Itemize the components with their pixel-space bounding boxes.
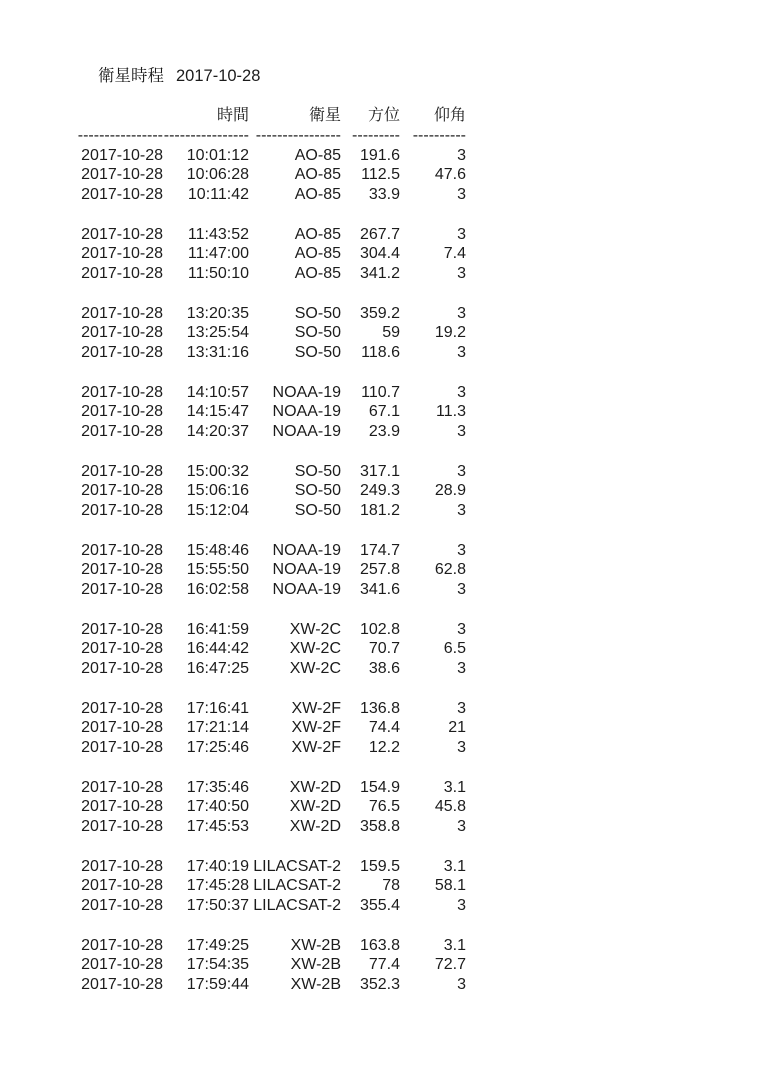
cell-satellite: XW-2B [290, 976, 341, 993]
cell-azimuth: 181.2 [359, 502, 400, 519]
col-header-date [63, 106, 163, 126]
pass-row [63, 639, 466, 659]
cell-elevation: 3 [457, 225, 466, 243]
cell-satellite: AO-85 [294, 146, 341, 164]
cell-date: 2017-10-28 [81, 423, 163, 440]
cell-satellite: AO-85 [294, 225, 341, 243]
group-spacer [63, 521, 466, 541]
cell-elevation: 62.8 [434, 561, 466, 579]
cell-satellite: NOAA-19 [272, 581, 341, 598]
cell-time: 13:31:16 [186, 344, 249, 361]
cell-time: 15:48:46 [186, 541, 249, 559]
cell-satellite: XW-2C [289, 660, 341, 677]
group-spacer [63, 442, 466, 462]
cell-elevation: 19.2 [434, 324, 466, 342]
cell-time: 13:25:54 [186, 324, 249, 342]
schedule-table [63, 106, 466, 995]
pass-row [63, 797, 466, 817]
cell-satellite: LILACSAT-2 [253, 897, 341, 914]
cell-elevation: 45.8 [434, 798, 466, 816]
cell-date: 2017-10-28 [81, 699, 163, 717]
cell-elevation: 3 [457, 541, 466, 559]
pass-row [63, 323, 466, 343]
cell-satellite: AO-85 [294, 166, 341, 184]
cell-date: 2017-10-28 [81, 225, 163, 243]
cell-azimuth: 59 [382, 324, 400, 342]
cell-elevation: 3.1 [443, 936, 466, 954]
cell-elevation: 3.1 [443, 857, 466, 875]
cell-satellite: XW-2C [289, 620, 341, 638]
pass-row [63, 620, 466, 640]
cell-date: 2017-10-28 [81, 502, 163, 519]
cell-date: 2017-10-28 [81, 304, 163, 322]
pass-row [63, 225, 466, 245]
cell-date: 2017-10-28 [81, 976, 163, 993]
cell-elevation: 3 [457, 581, 466, 598]
cell-azimuth: 358.8 [359, 818, 400, 835]
cell-satellite: SO-50 [294, 304, 341, 322]
cell-date: 2017-10-28 [81, 798, 163, 816]
pass-row [63, 481, 466, 501]
cell-azimuth: 118.6 [361, 344, 400, 361]
cell-date: 2017-10-28 [81, 640, 163, 658]
cell-azimuth: 136.8 [359, 699, 400, 717]
cell-satellite: NOAA-19 [272, 383, 341, 401]
cell-date: 2017-10-28 [81, 462, 163, 480]
cell-elevation: 3 [457, 265, 466, 282]
cell-azimuth: 67.1 [368, 403, 400, 421]
pass-row [63, 955, 466, 975]
cell-satellite: XW-2C [289, 640, 341, 658]
cell-elevation: 72.7 [434, 956, 466, 974]
cell-date: 2017-10-28 [81, 739, 163, 756]
pass-row [63, 560, 466, 580]
cell-azimuth: 74.4 [368, 719, 400, 737]
cell-time: 16:41:59 [186, 620, 249, 638]
cell-azimuth: 341.2 [359, 265, 400, 282]
pass-row [63, 185, 466, 205]
cell-azimuth: 159.5 [359, 857, 400, 875]
pass-row [63, 936, 466, 956]
cell-azimuth: 174.7 [359, 541, 400, 559]
cell-date: 2017-10-28 [81, 660, 163, 677]
cell-time: 17:54:35 [186, 956, 249, 974]
pass-row [63, 304, 466, 324]
pass-row [63, 146, 466, 166]
cell-time: 10:11:42 [187, 186, 249, 203]
cell-azimuth: 249.3 [359, 482, 400, 500]
cell-time: 17:45:28 [186, 877, 249, 895]
page-title-text: 衛星時程 [98, 67, 164, 85]
cell-azimuth: 110.7 [361, 383, 400, 401]
pass-row [63, 817, 466, 837]
cell-satellite: SO-50 [294, 324, 341, 342]
pass-row [63, 778, 466, 798]
pass-row [63, 343, 466, 363]
cell-date: 2017-10-28 [81, 146, 163, 164]
cell-satellite: XW-2F [291, 719, 341, 737]
cell-time: 14:10:57 [186, 383, 249, 401]
pass-row [63, 659, 466, 679]
cell-azimuth: 102.8 [359, 620, 400, 638]
col-header-satellite: 衛星 [308, 107, 341, 124]
cell-date: 2017-10-28 [81, 897, 163, 914]
cell-time: 17:40:19 [186, 857, 249, 875]
cell-satellite: XW-2D [289, 818, 341, 835]
pass-row [63, 501, 466, 521]
separator-time: ---------------- [163, 126, 249, 144]
cell-date: 2017-10-28 [81, 956, 163, 974]
cell-time: 17:45:53 [186, 818, 249, 835]
pass-row [63, 857, 466, 877]
cell-azimuth: 355.4 [359, 897, 400, 914]
cell-elevation: 47.6 [434, 166, 466, 184]
cell-date: 2017-10-28 [81, 344, 163, 361]
cell-satellite: NOAA-19 [272, 403, 341, 421]
cell-satellite: AO-85 [294, 186, 341, 203]
cell-azimuth: 33.9 [368, 186, 400, 203]
pass-row [63, 165, 466, 185]
table-header-row [63, 106, 466, 126]
cell-azimuth: 359.2 [359, 304, 400, 322]
cell-elevation: 3 [457, 620, 466, 638]
pass-row [63, 738, 466, 758]
group-spacer [63, 837, 466, 857]
pass-row [63, 896, 466, 916]
cell-time: 15:12:04 [186, 502, 249, 519]
cell-satellite: LILACSAT-2 [253, 857, 341, 875]
cell-satellite: SO-50 [294, 482, 341, 500]
cell-elevation: 3 [457, 699, 466, 717]
cell-azimuth: 77.4 [368, 956, 400, 974]
cell-date: 2017-10-28 [81, 324, 163, 342]
cell-satellite: XW-2D [289, 778, 341, 796]
cell-azimuth: 76.5 [368, 798, 400, 816]
cell-elevation: 3 [457, 502, 466, 519]
cell-elevation: 3 [457, 976, 466, 993]
cell-time: 16:44:42 [186, 640, 249, 658]
cell-elevation: 3 [457, 304, 466, 322]
cell-date: 2017-10-28 [81, 482, 163, 500]
cell-date: 2017-10-28 [81, 620, 163, 638]
pass-row [63, 876, 466, 896]
cell-elevation: 28.9 [434, 482, 466, 500]
cell-satellite: XW-2B [290, 956, 341, 974]
cell-date: 2017-10-28 [81, 245, 163, 263]
cell-elevation: 3.1 [443, 778, 466, 796]
cell-time: 17:21:14 [186, 719, 249, 737]
cell-elevation: 3 [457, 383, 466, 401]
separator-azimuth: --------- [352, 126, 400, 144]
cell-time: 17:50:37 [186, 897, 249, 914]
pass-row [63, 718, 466, 738]
cell-azimuth: 78 [382, 877, 400, 895]
cell-satellite: SO-50 [294, 462, 341, 480]
cell-satellite: SO-50 [294, 502, 341, 519]
cell-time: 14:15:47 [186, 403, 249, 421]
cell-elevation: 11.3 [436, 403, 466, 421]
cell-azimuth: 163.8 [359, 936, 400, 954]
cell-elevation: 3 [457, 660, 466, 677]
cell-time: 15:00:32 [186, 462, 249, 480]
cell-time: 11:50:10 [187, 265, 249, 282]
cell-date: 2017-10-28 [81, 778, 163, 796]
cell-azimuth: 304.4 [359, 245, 400, 263]
pass-row [63, 383, 466, 403]
cell-azimuth: 23.9 [368, 423, 400, 440]
cell-date: 2017-10-28 [81, 581, 163, 598]
pass-row [63, 264, 466, 284]
group-spacer [63, 284, 466, 304]
cell-azimuth: 257.8 [359, 561, 400, 579]
cell-satellite: AO-85 [294, 245, 341, 263]
cell-date: 2017-10-28 [81, 403, 163, 421]
cell-time: 15:55:50 [186, 561, 249, 579]
cell-azimuth: 352.3 [359, 976, 400, 993]
cell-satellite: SO-50 [294, 344, 341, 361]
group-spacer [63, 363, 466, 383]
separator-satellite: ---------------- [255, 126, 341, 144]
separator-date: ---------------- [77, 126, 163, 144]
col-header-time: 時間 [216, 107, 249, 124]
page-title-date: 2017-10-28 [176, 67, 261, 85]
cell-satellite: XW-2D [289, 798, 341, 816]
table-body [63, 146, 466, 995]
cell-date: 2017-10-28 [81, 541, 163, 559]
cell-satellite: LILACSAT-2 [253, 877, 341, 895]
separator-elevation: ---------- [412, 126, 466, 144]
cell-date: 2017-10-28 [81, 719, 163, 737]
cell-satellite: XW-2F [291, 739, 341, 756]
cell-elevation: 3 [457, 423, 466, 440]
cell-satellite: NOAA-19 [272, 423, 341, 440]
cell-azimuth: 341.6 [359, 581, 400, 598]
cell-azimuth: 317.1 [359, 462, 400, 480]
cell-time: 17:49:25 [186, 936, 249, 954]
col-header-elevation: 仰角 [433, 107, 466, 124]
cell-date: 2017-10-28 [81, 818, 163, 835]
cell-time: 15:06:16 [186, 482, 249, 500]
cell-date: 2017-10-28 [81, 877, 163, 895]
col-header-azimuth: 方位 [367, 107, 400, 124]
cell-date: 2017-10-28 [81, 561, 163, 579]
cell-elevation: 3 [457, 739, 466, 756]
cell-elevation: 6.5 [443, 640, 466, 658]
cell-time: 17:16:41 [186, 699, 249, 717]
pass-row [63, 975, 466, 995]
pass-row [63, 402, 466, 422]
pass-row [63, 541, 466, 561]
group-spacer [63, 205, 466, 225]
cell-azimuth: 191.6 [359, 146, 400, 164]
cell-azimuth: 38.6 [368, 660, 400, 677]
cell-satellite: XW-2F [291, 699, 341, 717]
cell-azimuth: 112.5 [361, 166, 400, 184]
cell-azimuth: 12.2 [368, 739, 400, 756]
cell-time: 17:35:46 [186, 778, 249, 796]
cell-time: 16:02:58 [186, 581, 249, 598]
cell-time: 13:20:35 [186, 304, 249, 322]
cell-time: 17:25:46 [186, 739, 249, 756]
cell-time: 17:59:44 [186, 976, 249, 993]
cell-date: 2017-10-28 [81, 936, 163, 954]
cell-time: 14:20:37 [186, 423, 249, 440]
cell-elevation: 7.4 [443, 245, 466, 263]
cell-date: 2017-10-28 [81, 383, 163, 401]
cell-date: 2017-10-28 [81, 186, 163, 203]
cell-time: 10:06:28 [186, 166, 249, 184]
page-title [98, 66, 260, 86]
pass-row [63, 422, 466, 442]
cell-elevation: 3 [457, 186, 466, 203]
cell-satellite: NOAA-19 [272, 541, 341, 559]
cell-satellite: NOAA-19 [272, 561, 341, 579]
pass-row [63, 462, 466, 482]
cell-elevation: 58.1 [434, 877, 466, 895]
pass-row [63, 580, 466, 600]
group-spacer [63, 758, 466, 778]
group-spacer [63, 679, 466, 699]
separator-row [63, 126, 466, 146]
cell-elevation: 3 [457, 462, 466, 480]
cell-azimuth: 70.7 [368, 640, 400, 658]
cell-time: 11:47:00 [187, 245, 249, 263]
group-spacer [63, 600, 466, 620]
cell-elevation: 3 [457, 146, 466, 164]
cell-elevation: 3 [457, 344, 466, 361]
group-spacer [63, 916, 466, 936]
cell-date: 2017-10-28 [81, 265, 163, 282]
cell-satellite: XW-2B [290, 936, 341, 954]
cell-azimuth: 154.9 [359, 778, 400, 796]
cell-satellite: AO-85 [294, 265, 341, 282]
cell-elevation: 21 [448, 719, 466, 737]
cell-azimuth: 267.7 [359, 225, 400, 243]
cell-time: 16:47:25 [186, 660, 249, 677]
cell-time: 17:40:50 [186, 798, 249, 816]
cell-time: 10:01:12 [186, 146, 249, 164]
cell-time: 11:43:52 [187, 225, 249, 243]
cell-elevation: 3 [457, 818, 466, 835]
cell-elevation: 3 [457, 897, 466, 914]
pass-row [63, 244, 466, 264]
pass-row [63, 699, 466, 719]
cell-date: 2017-10-28 [81, 166, 163, 184]
cell-date: 2017-10-28 [81, 857, 163, 875]
